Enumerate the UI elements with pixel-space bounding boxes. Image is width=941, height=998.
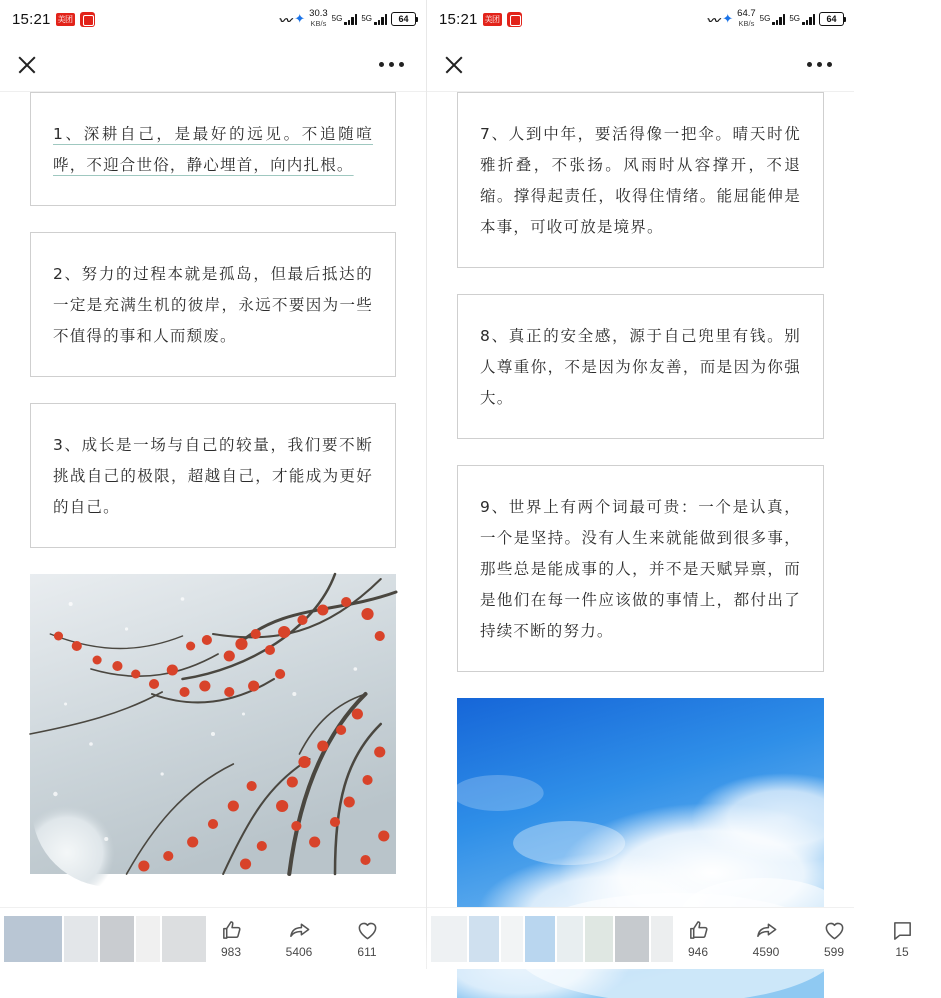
- thumbs-up-icon: [220, 918, 243, 942]
- quote-card: [30, 403, 396, 548]
- sim1-signal-bars: [344, 14, 357, 25]
- close-icon[interactable]: [439, 50, 469, 80]
- heart-icon: [823, 918, 846, 942]
- comment-count: 15: [895, 945, 909, 959]
- favorite-count: 599: [823, 945, 845, 959]
- article-content[interactable]: [0, 92, 426, 907]
- bluetooth-icon: ✦: [294, 11, 306, 26]
- nav-bar: [427, 38, 854, 92]
- share-icon: [755, 918, 778, 942]
- quote-card: [457, 92, 824, 268]
- like-action[interactable]: [675, 918, 721, 959]
- bluetooth-icon: ✦: [722, 11, 734, 26]
- share-action[interactable]: [276, 918, 322, 959]
- status-clock: 15:21: [12, 10, 51, 28]
- sim2-signal-bars: [374, 14, 387, 25]
- network-speed-unit: KB/s: [738, 19, 755, 29]
- more-options-icon[interactable]: [807, 62, 832, 67]
- favorite-count: 611: [357, 945, 377, 959]
- sim2-network-label: 5G: [361, 13, 372, 23]
- quote-card: [457, 465, 824, 672]
- quote-card: [30, 232, 396, 377]
- article-content[interactable]: [427, 92, 854, 907]
- sim2-network-label: 5G: [789, 13, 800, 23]
- share-icon: [288, 918, 311, 942]
- sim2-signal-bars: [802, 14, 815, 25]
- quote-text: 1、深耕自己，是最好的远见。不追随喧哗，不迎合世俗，静心埋首，向内扎根。: [53, 125, 373, 174]
- close-icon[interactable]: [12, 50, 42, 80]
- quote-text: 3、成长是一场与自己的较量，我们要不断挑战自己的极限，超越自己，才能成为更好的自己。: [53, 436, 373, 516]
- quote-text: 7、人到中年，要活得像一把伞。晴天时优雅折叠，不张扬。风雨时从容撑开，不退缩。撑得起责任，收得住情绪。能屈能伸是本事，可收可放是境界。: [480, 125, 801, 236]
- status-bar: [0, 0, 426, 38]
- screen-right: [427, 0, 909, 969]
- sim1-signal-bars: [772, 14, 785, 25]
- status-clock: 15:21: [439, 10, 478, 28]
- share-action[interactable]: [743, 918, 789, 959]
- favorite-action[interactable]: [811, 918, 857, 959]
- network-speed: [737, 9, 756, 28]
- app-badge-label: 美团: [484, 14, 500, 24]
- quote-text: 2、努力的过程本就是孤岛，但最后抵达的一定是充满生机的彼岸，永远不要因为一些不值得的事和人而颓废。: [53, 265, 373, 345]
- more-options-icon[interactable]: [379, 62, 404, 67]
- status-right-group: [706, 9, 844, 28]
- quote-text: 8、真正的安全感，源于自己兜里有钱。别人尊重你，不是因为你友善，而是因为你强大。: [480, 327, 801, 407]
- comment-icon: [891, 918, 914, 942]
- like-count: 946: [687, 945, 709, 959]
- status-left-group: [12, 11, 95, 28]
- battery-indicator: 64: [819, 12, 844, 26]
- quote-card: [457, 294, 824, 439]
- comment-action[interactable]: [879, 918, 925, 959]
- signal-group-1: [760, 14, 786, 25]
- status-right-group: [278, 9, 416, 28]
- bottom-actions: [675, 918, 941, 959]
- screen-left: [0, 0, 427, 969]
- status-left-group: [439, 11, 522, 28]
- network-speed-value: 30.3: [309, 8, 328, 20]
- network-speed-unit: KB/s: [310, 19, 327, 29]
- sim1-network-label: 5G: [331, 13, 343, 23]
- quote-text: 9、世界上有两个词最可贵：一个是认真，一个是坚持。没有人生来就能做到很多事，那些总是能成事的人，并不是天赋异禀，而是他们在每一件应该做的事情上，都付出了持续不断的努力。: [480, 498, 801, 640]
- signal-group-2: [361, 14, 387, 25]
- winter-berries-photo: [30, 574, 396, 874]
- like-action[interactable]: [208, 918, 254, 959]
- share-count: 5406: [285, 945, 313, 959]
- app-badge-label: 美团: [57, 14, 73, 24]
- signal-wave-icon: 〰: [706, 12, 719, 28]
- heart-icon: [356, 918, 379, 942]
- app-badge-icon: [80, 12, 95, 27]
- nav-bar: [0, 38, 426, 92]
- network-speed-value: 64.7: [737, 8, 756, 20]
- favorite-action[interactable]: [344, 918, 390, 959]
- battery-indicator: 64: [391, 12, 416, 26]
- signal-wave-icon: 〰: [278, 12, 291, 28]
- signal-group-1: [332, 14, 358, 25]
- thumbnail-strip[interactable]: [4, 916, 208, 962]
- share-count: 4590: [752, 945, 780, 959]
- sim1-network-label: 5G: [759, 13, 771, 23]
- status-bar: [427, 0, 854, 38]
- thumbs-up-icon: [687, 918, 710, 942]
- signal-group-2: [789, 14, 815, 25]
- thumbnail-strip[interactable]: [431, 916, 675, 962]
- like-count: 983: [220, 945, 242, 959]
- bottom-action-bar: [0, 907, 426, 969]
- quote-card: [30, 92, 396, 206]
- bottom-action-bar: [427, 907, 909, 969]
- network-speed: [309, 9, 328, 28]
- app-badge-icon: [507, 12, 522, 27]
